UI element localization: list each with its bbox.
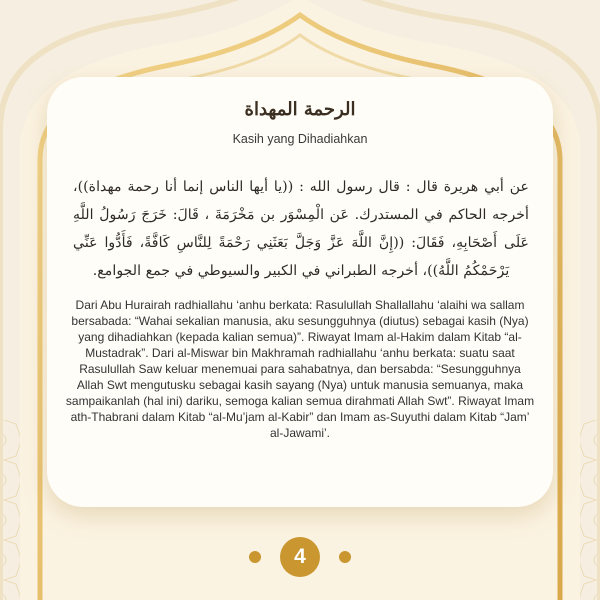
arabic-hadith-text: عن أبي هريرة قال : قال رسول الله : ((يا أيها الناس إنما أنا رحمة مهداة))، أخرجه الحاكم في المستدرك. عَن الْمِسْوَر بن مَخْرَمَةَ ، قَالَ: خَرَجَ رَسُولُ اللَّهِ عَلَى أَصْحَابِهِ، فَقَالَ: ((إِنَّ اللَّهَ عَزَّ وَجَلَّ بَعَثَنِي رَحْمَةً لِلنَّاسِ كَافَّةً، فَأَدُّوا عَنِّي يَرْحَمْكُمُ اللَّهُ))، أخرجه الطبراني في الكبير والسيوطي في جمع الجوامع. bbox=[73, 179, 529, 279]
pager-dot-left bbox=[249, 551, 261, 563]
page-number: 4 bbox=[280, 537, 320, 577]
page-subtitle: Kasih yang Dihadiahkan bbox=[232, 132, 368, 146]
page-indicator bbox=[0, 535, 600, 579]
page-title: الرحمة المهداة bbox=[244, 99, 356, 120]
content-card bbox=[47, 77, 553, 507]
translation-text: Dari Abu Hurairah radhiallahu ‘anhu berkata: Rasulullah Shallallahu ‘alaihi wa sallam bersabada: “Wahai sekalian manusia, aku sesungguhnya (diutus) sebagai kasih (Nya) yang dihadiahkan (kepada kalian semua)”. Riwayat Imam al-Hakim dalam Kitab “al-Mustadrak”. Dari al-Miswar bin Makhramah radhiallahu ‘anhu berkata: suatu saat Rasulullah Saw keluar menemuai para sahabatnya, dan bersabda: “Sesungguhnya Allah Swt mengutusku sebagai kasih sayang (Nya) untuk manusia semuanya, maka sampaikanlah (hal ini) dariku, semoga kalian semua dirahmati Allah Swt”. Riwayat Imam ath-Thabrani dalam Kitab “al-Mu’jam al-Kabir” dan Imam as-Suyuthi dalam Kitab “Jam’ al-Jawami’. bbox=[65, 298, 535, 440]
pager-dot-right bbox=[339, 551, 351, 563]
